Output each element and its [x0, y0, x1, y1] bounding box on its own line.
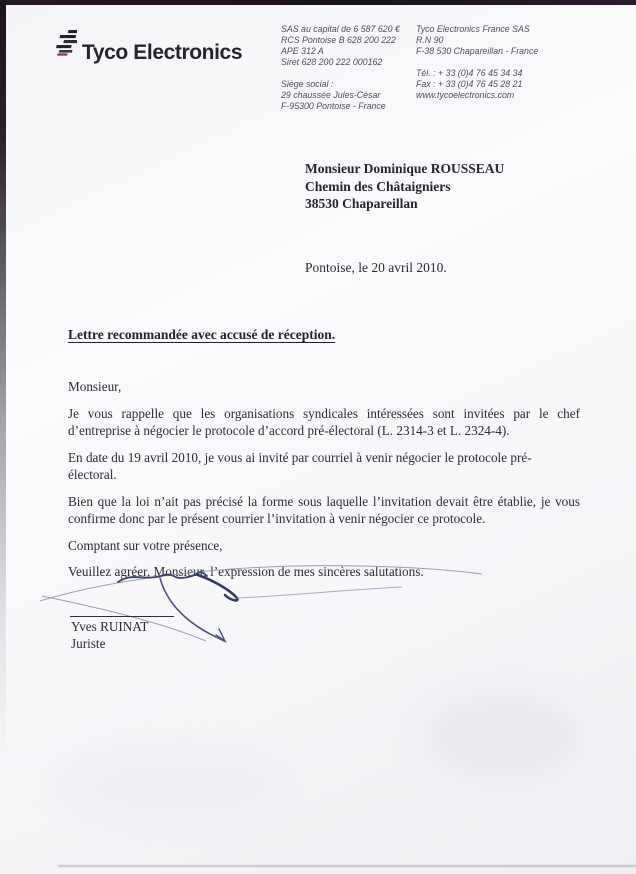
scan-edge-top	[0, 0, 636, 5]
siege-social-line: F-95300 Pontoise - France	[281, 101, 386, 111]
company-registration-block	[281, 24, 413, 123]
recipient-block	[305, 160, 504, 213]
registration-line: RCS Pontoise B 628 200 222	[281, 35, 396, 45]
website-line: www.tycoelectronics.com	[416, 90, 515, 100]
date-line: Pontoise, le 20 avril 2010.	[305, 260, 447, 275]
registration-line: SAS au capital de 6 587 620 €	[281, 24, 400, 34]
recipient-street: Chemin des Châtaigniers	[305, 178, 451, 194]
salutation: Monsieur,	[68, 379, 122, 394]
recipient-city: 38530 Chapareillan	[305, 196, 418, 211]
body-paragraph: Je vous rappelle que les organisations syndicales intéressées sont invitées par le chef d’entreprise à négocier le protocole d’accord pré-électoral (L. 2314-3 et L. 2324-4).	[68, 405, 580, 438]
company-contact-block	[416, 24, 576, 112]
fax-line: Fax : + 33 (0)4 76 45 28 21	[416, 79, 523, 89]
body-paragraph: Comptant sur votre présence,	[68, 537, 223, 553]
site-address-line: R.N 90	[416, 35, 444, 45]
recipient-name: Monsieur Dominique ROUSSEAU	[305, 161, 505, 176]
registration-line: APE 312 A	[281, 46, 324, 56]
scan-texture	[420, 690, 580, 780]
signatory-title: Juriste	[71, 636, 106, 651]
subject-line: Lettre recommandée avec accusé de réception.	[68, 327, 336, 342]
scan-edge-left	[0, 0, 6, 760]
logo-text: Tyco Electronics	[82, 41, 243, 64]
phone-line: Tél. : + 33 (0)4 76 45 34 34	[416, 68, 523, 78]
body-paragraph: Veuillez agréer, Monsieur, l’expression de mes sincères salutations.	[68, 564, 424, 579]
site-address-line: Tyco Electronics France SAS	[416, 24, 530, 34]
siege-social-line: Siège social :	[281, 79, 334, 89]
signature-rule	[70, 616, 174, 617]
scan-texture	[60, 750, 280, 820]
tyco-logo-icon	[53, 28, 77, 58]
body-paragraph: En date du 19 avril 2010, je vous ai invité par courriel à venir négocier le protocole pré-électoral.	[68, 449, 532, 482]
body-paragraph: Bien que la loi n’ait pas précisé la forme sous laquelle l’invitation devait être établie, je vous confirme donc par le présent courrier l’invitation à venir négocier ce protocole.	[68, 493, 580, 526]
siege-social-line: 29 chaussée Jules-César	[281, 90, 381, 100]
registration-line: Siret 628 200 222 000162	[281, 57, 383, 67]
scan-edge-bottom	[58, 865, 636, 867]
site-address-line: F-38 530 Chapareillan - France	[416, 46, 539, 56]
signatory-name: Yves RUINAT	[71, 619, 149, 634]
company-logo	[53, 27, 242, 65]
